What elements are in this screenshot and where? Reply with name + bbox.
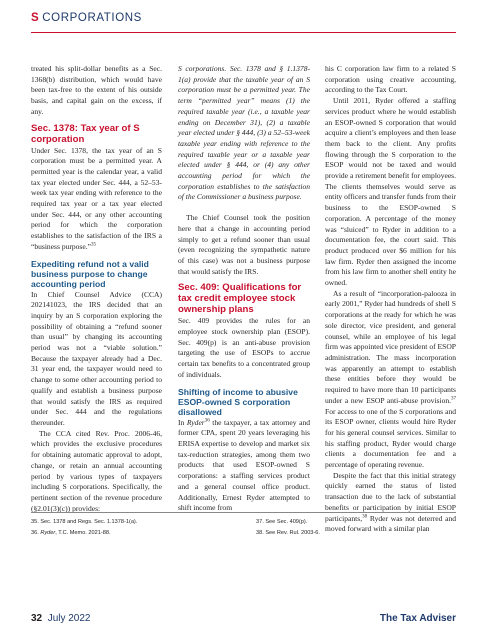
s-mark: S — [31, 12, 40, 24]
col2-paragraph-4 — [178, 418, 310, 514]
heading-shifting-income: Shifting of income to abusive ESOP-owned S corporation disallowed — [178, 386, 298, 417]
heading-expediting-refund: Expediting refund not a valid business purpose to change accounting period — [31, 258, 149, 289]
paragraph-gap — [178, 203, 310, 213]
footnote-36-num: 36. — [31, 530, 41, 536]
footnote-rule — [31, 512, 456, 513]
footnote-37: 37. See Sec. 409(p). — [256, 519, 308, 525]
col3-p3b-text: For access to one of the S corporations and its ESOP owner, clients would hire Ryder for his general counsel services. Similar to his staffing product, Ryder would charge clients a documentation fee and a percentage of operating revenue. — [325, 406, 456, 470]
footnote-36 — [31, 529, 111, 538]
col1-paragraph-2 — [31, 146, 162, 253]
footnote-36-cite: , T.C. Memo. 2021-88. — [55, 530, 111, 536]
col3-paragraph-1: his C corporation law firm to a related S corporation using creative accounting, according to the Tax Court. — [325, 64, 456, 95]
col3-p4b-text: Ryder was not deterred and moved forward with a similar plan — [325, 513, 456, 534]
col3-paragraph-3 — [325, 289, 456, 471]
footnote-38: 38. See Rev. Rul. 2003-6. — [256, 530, 320, 536]
journal-name: The Tax Adviser — [379, 613, 456, 624]
case-name-ryder: Ryder — [186, 417, 205, 427]
col3-paragraph-4 — [325, 471, 456, 535]
col3-paragraph-2: Until 2011, Ryder offered a staffing services product where he would establish an ESOP-owned S corporation that would acquire a client’s employees and then lease them back to the client. Any profits flowing through the S corporation to the ESOP would not be taxed and would provide a retirement benefit for employees. The clients themselves would serve as entity officers and transfer funds from their business to the ESOP-owned S corporation. A percentage of the money was “sluiced” to Ryder in addition to a documentation fee, the court said. This product produced over $6 million for his law firm. Ryder then assigned the income from his law firm to another shell entity he owned. — [325, 96, 456, 288]
col1-paragraph-1: treated his split-dollar benefits as a Sec. 1368(b) distribution, which would have been tax-free to the extent of his outside basis, and capital gain on the excess, if any. — [31, 64, 162, 116]
footnote-ref-36[interactable]: 36 — [204, 418, 210, 424]
issue-date: July 2022 — [47, 613, 91, 624]
column-1 — [31, 64, 162, 514]
footnote-ref-38[interactable]: 38 — [362, 514, 368, 520]
footnote-ref-35[interactable]: 35 — [90, 242, 96, 248]
section-title: CORPORATIONS — [42, 12, 142, 24]
col2-paragraph-2: The Chief Counsel took the position here that a change in accounting period simply to get a refund sooner than usual (even recognizing the sympathetic nature of this case) was not a business purpose that would satisfy the IRS. — [178, 213, 310, 276]
page-number: 32 — [31, 613, 43, 624]
col3-p4-text: Despite the fact that this initial strategy quickly earned the status of listed transaction due to the lack of substantial benefits or participation by initial ESOP participants, — [325, 470, 456, 523]
col3-p3-text: As a result of “incorporation-palooza in early 2001,” Ryder had hundreds of shell S corporations at the ready for which he was sole director, vice president, and general counsel, while an employee of his legal firm was appointed vice president of ESOP administration. The mass incorporation was apparently an attempt to establish these entities before they would be required to have more than 10 participants under a new ESOP anti-abuse provision. — [325, 288, 456, 405]
header-rule — [31, 32, 456, 33]
col2-p4-text: the taxpayer, a tax attorney and former CPA, spent 20 years leveraging his ERISA expertise to develop and market six tax-reduction strategies, among them two products that used ESOP-owned S corporations: a staffing services product and a general counsel office product. Additionally, Ernest Ryder attempted to shift income from — [178, 417, 310, 513]
footnote-35: 35. Sec. 1378 and Regs. Sec. 1.1378-1(a). — [31, 519, 138, 525]
footnote-ref-37[interactable]: 37 — [451, 396, 456, 402]
section-header — [31, 12, 142, 24]
col2-paragraph-3: Sec. 409 provides the rules for an employee stock ownership plan (ESOP). Sec. 409(p) is an anti-abuse provision targeting the use of ESOPs to accrue certain tax benefits to a concentrated group of individuals. — [178, 316, 310, 379]
col2-quote-paragraph: S corporations. Sec. 1378 and § 1.1378-1(a) provide that the taxable year of an S corporation must be a permitted year. The term “permitted year” means (1) the required taxable year (i.e., a taxable year ending on December 31), (2) a taxable year elected under § 444, (3) a 52–53-week taxable year ending with reference to the required taxable year or a taxable year elected under § 444, or (4) any other accounting period for which the corporation establishes to the satisfaction of the Commissioner a business purpose. — [178, 64, 310, 202]
col1-p2-text: Under Sec. 1378, the tax year of an S corporation must be a permitted year. A permitted year is the calendar year, a valid tax year elected under Sec. 444, a 52–53-week tax year ending with reference to the required tax year or a tax year elected under Sec. 444, or any other accounting period for which the corporation establishes to the satisfaction of the IRS a “business purpose.” — [31, 145, 162, 251]
heading-sec-409: Sec. 409: Qualifications for tax credit employee stock ownership plans — [178, 282, 302, 316]
column-3 — [325, 64, 456, 535]
col2-p4-in: In — [178, 417, 187, 427]
heading-sec-1378: Sec. 1378: Tax year of S corporation — [31, 122, 140, 145]
col1-paragraph-4: The CCA cited Rev. Proc. 2006-46, which provides the exclusive procedures for obtaining automatic approval to adopt, change, or retain an annual accounting period by various types of taxpayers including S corporations. Specifically, the pertinent section of the revenue procedure (§2.01(3)(c)) provides: — [31, 428, 162, 513]
footnote-36-case: Ryder — [40, 530, 56, 536]
page-footer-left — [31, 613, 91, 624]
col1-paragraph-3: In Chief Counsel Advice (CCA) 202141023, the IRS decided that an inquiry by an S corporation exploring the possibility of obtaining a “refund sooner than usual” by changing its accounting period was not a “viable solution.” Because the taxpayer already had a Dec. 31 year end, the taxpayer would need to change to some other accounting period to qualify and establish a business purpose that would satisfy the IRS as required under Sec. 444 and the regulations thereunder. — [31, 289, 162, 427]
column-2 — [178, 64, 310, 514]
